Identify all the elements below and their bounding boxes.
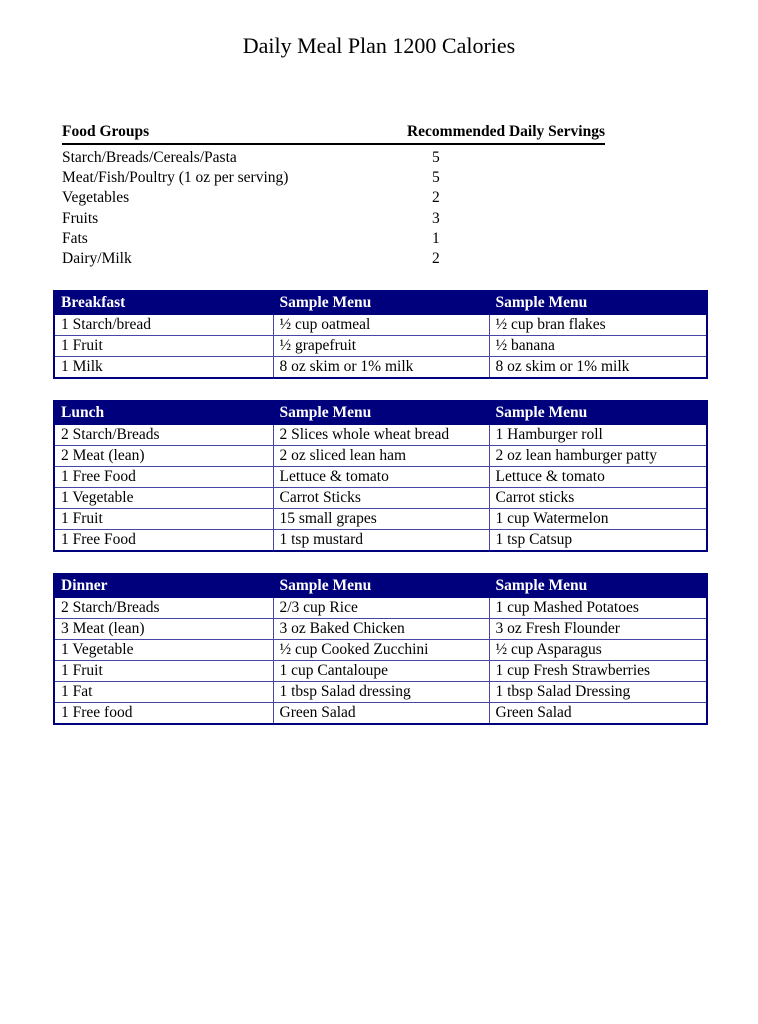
food-group-cell: 1 Free Food xyxy=(54,530,273,552)
meal-table-header-row xyxy=(54,291,707,315)
food-group-cell: 3 Meat (lean) xyxy=(54,619,273,640)
meal-table-header-row xyxy=(54,401,707,425)
food-groups-section xyxy=(62,123,605,269)
food-group-row xyxy=(62,148,605,168)
sample-menu-cell: Carrot sticks xyxy=(489,488,707,509)
food-group-name: Fruits xyxy=(62,209,99,227)
food-group-cell: 1 Fruit xyxy=(54,661,273,682)
sample-menu-header: Sample Menu xyxy=(489,291,707,315)
sample-menu-cell: 3 oz Baked Chicken xyxy=(273,619,489,640)
food-group-servings: 1 xyxy=(432,229,440,247)
sample-menu-cell: ½ banana xyxy=(489,336,707,357)
table-row xyxy=(54,598,707,619)
sample-menu-cell: Green Salad xyxy=(489,703,707,725)
food-groups-col1-header: Food Groups xyxy=(62,123,150,140)
food-group-cell: 1 Vegetable xyxy=(54,640,273,661)
sample-menu-header: Sample Menu xyxy=(489,574,707,598)
sample-menu-cell: Lettuce & tomato xyxy=(489,467,707,488)
food-groups-col2-header: Recommended Daily Servings xyxy=(406,123,605,140)
sample-menu-cell: 1 cup Mashed Potatoes xyxy=(489,598,707,619)
food-group-cell: 1 Milk xyxy=(54,357,273,379)
sample-menu-cell: 2/3 cup Rice xyxy=(273,598,489,619)
table-row xyxy=(54,488,707,509)
food-group-cell: 2 Starch/Breads xyxy=(54,425,273,446)
food-group-servings: 3 xyxy=(432,209,440,227)
sample-menu-cell: ½ cup oatmeal xyxy=(273,315,489,336)
sample-menu-cell: 1 tsp Catsup xyxy=(489,530,707,552)
sample-menu-header: Sample Menu xyxy=(273,291,489,315)
sample-menu-cell: 1 tsp mustard xyxy=(273,530,489,552)
food-group-row xyxy=(62,168,605,188)
table-row xyxy=(54,640,707,661)
sample-menu-cell: 8 oz skim or 1% milk xyxy=(273,357,489,379)
sample-menu-cell: 1 tbsp Salad Dressing xyxy=(489,682,707,703)
table-row xyxy=(54,467,707,488)
table-row xyxy=(54,357,707,379)
sample-menu-cell: 2 oz lean hamburger patty xyxy=(489,446,707,467)
sample-menu-cell: 1 cup Cantaloupe xyxy=(273,661,489,682)
sample-menu-cell: 2 oz sliced lean ham xyxy=(273,446,489,467)
table-row xyxy=(54,682,707,703)
food-group-servings: 2 xyxy=(432,189,440,207)
table-row xyxy=(54,315,707,336)
page-title: Daily Meal Plan 1200 Calories xyxy=(242,33,516,58)
meal-table-header-row xyxy=(54,574,707,598)
food-group-cell: 2 Starch/Breads xyxy=(54,598,273,619)
table-row xyxy=(54,619,707,640)
table-row xyxy=(54,425,707,446)
food-group-cell: 1 Starch/bread xyxy=(54,315,273,336)
food-group-name: Starch/Breads/Cereals/Pasta xyxy=(62,149,237,166)
sample-menu-cell: 15 small grapes xyxy=(273,509,489,530)
food-group-name: Meat/Fish/Poultry (1 oz per serving) xyxy=(62,169,289,187)
meal-table-dinner xyxy=(53,573,708,725)
meal-tables xyxy=(0,290,758,725)
sample-menu-cell: ½ cup Cooked Zucchini xyxy=(273,640,489,661)
food-group-row xyxy=(62,188,605,208)
meal-name-header: Lunch xyxy=(54,401,273,425)
meal-name-header: Breakfast xyxy=(54,291,273,315)
food-group-row xyxy=(62,209,605,229)
food-group-cell: 1 Free food xyxy=(54,703,273,725)
sample-menu-header: Sample Menu xyxy=(273,401,489,425)
food-group-name: Vegetables xyxy=(62,189,130,207)
food-group-servings: 5 xyxy=(432,149,440,166)
table-row xyxy=(54,661,707,682)
sample-menu-cell: ½ cup Asparagus xyxy=(489,640,707,661)
food-groups-header xyxy=(62,123,605,145)
sample-menu-cell: ½ cup bran flakes xyxy=(489,315,707,336)
sample-menu-cell: 3 oz Fresh Flounder xyxy=(489,619,707,640)
food-group-servings: 2 xyxy=(432,250,440,268)
table-row xyxy=(54,446,707,467)
sample-menu-cell: 1 cup Fresh Strawberries xyxy=(489,661,707,682)
sample-menu-header: Sample Menu xyxy=(489,401,707,425)
sample-menu-cell: Carrot Sticks xyxy=(273,488,489,509)
food-group-cell: 2 Meat (lean) xyxy=(54,446,273,467)
food-group-name: Dairy/Milk xyxy=(62,250,132,268)
meal-name-header: Dinner xyxy=(54,574,273,598)
food-group-cell: 1 Vegetable xyxy=(54,488,273,509)
sample-menu-cell: Green Salad xyxy=(273,703,489,725)
sample-menu-cell: 1 cup Watermelon xyxy=(489,509,707,530)
sample-menu-cell: 8 oz skim or 1% milk xyxy=(489,357,707,379)
food-group-row xyxy=(62,249,605,269)
table-row xyxy=(54,703,707,725)
sample-menu-cell: 1 Hamburger roll xyxy=(489,425,707,446)
food-groups-rows xyxy=(62,145,605,269)
food-group-servings: 5 xyxy=(432,169,440,187)
food-group-cell: 1 Fruit xyxy=(54,509,273,530)
sample-menu-cell: Lettuce & tomato xyxy=(273,467,489,488)
sample-menu-cell: 1 tbsp Salad dressing xyxy=(273,682,489,703)
food-group-row xyxy=(62,229,605,249)
food-group-cell: 1 Fruit xyxy=(54,336,273,357)
table-row xyxy=(54,530,707,552)
meal-table-lunch xyxy=(53,400,708,552)
food-group-cell: 1 Free Food xyxy=(54,467,273,488)
meal-table-breakfast xyxy=(53,290,708,379)
sample-menu-header: Sample Menu xyxy=(273,574,489,598)
food-group-name: Fats xyxy=(62,229,88,247)
sample-menu-cell: ½ grapefruit xyxy=(273,336,489,357)
food-group-cell: 1 Fat xyxy=(54,682,273,703)
sample-menu-cell: 2 Slices whole wheat bread xyxy=(273,425,489,446)
table-row xyxy=(54,336,707,357)
table-row xyxy=(54,509,707,530)
